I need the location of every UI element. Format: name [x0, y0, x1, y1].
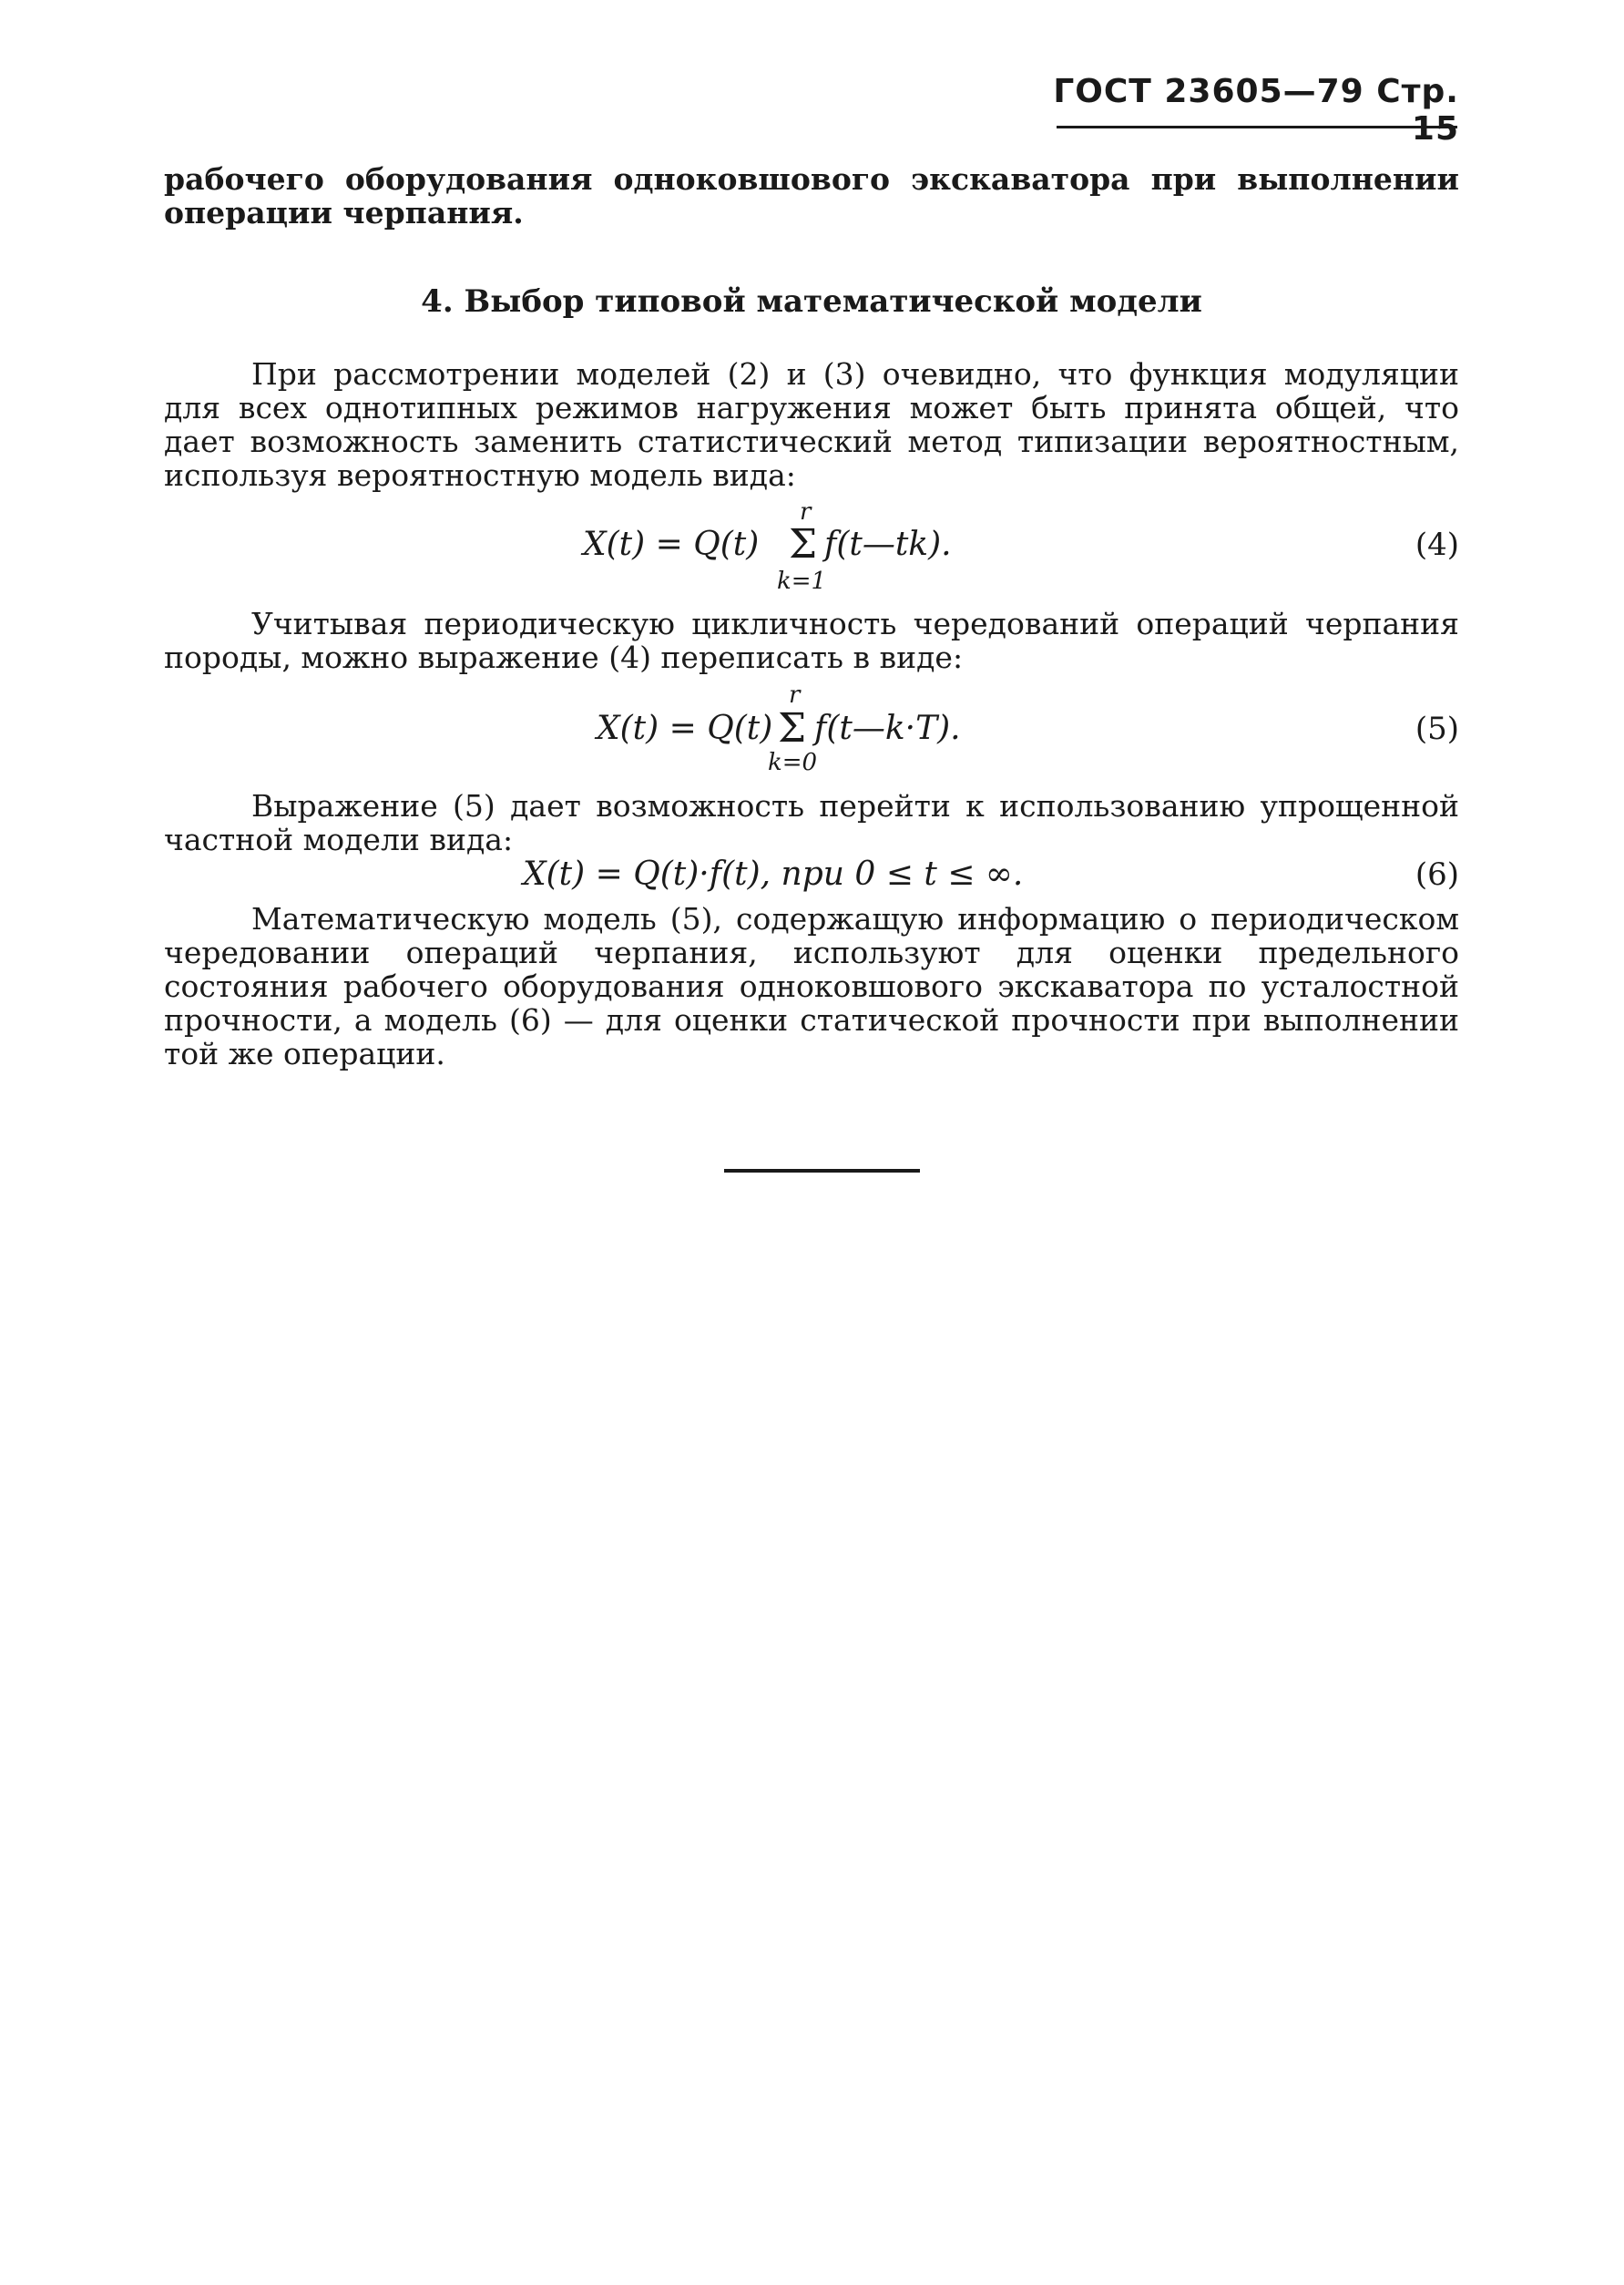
header-rule [1057, 126, 1457, 128]
eq4-upper-limit: r [800, 498, 812, 526]
eq4-lower-limit: k=1 [777, 568, 827, 595]
eq6-expression: X(t) = Q(t)·f(t), при 0 ≤ t ≤ ∞. [523, 856, 1024, 893]
paragraph-1: При рассмотрении моделей (2) и (3) очевидно, что функция модуляции для всех однотипных режимов нагружения может быть принята общей, что дает возможность заменить статистический метод типизации вероятностным, используя вероятностную модель вида: [164, 356, 1459, 493]
paragraph-2: Учитывая периодическую цикличность чередований операций черпания породы, можно выражение (4) переписать в виде: [164, 606, 1459, 675]
eq4-lhs: X(t) = Q(t) [583, 526, 760, 563]
intro-text: рабочего оборудования одноковшового экскаватора при выполнении операции черпания. [164, 161, 1459, 231]
section-title: 4. Выбор типовой математической модели [421, 283, 1202, 320]
eq4-number: (4) [1415, 527, 1459, 563]
eq5-number: (5) [1415, 711, 1459, 747]
eq5-lower-limit: k=0 [768, 749, 818, 776]
eq5-sigma: Σ [778, 705, 807, 752]
paragraph-4: Математическую модель (5), содержащую информацию о периодическом чередовании операций черпания, используют для оценки предельного состояния рабочего оборудования одноковшового экскаватора по усталостной прочности, а модель (6) — для оценки статической прочности при выполнении той же операции. [164, 901, 1459, 1071]
eq6-number: (6) [1415, 856, 1459, 893]
eq4-rhs: f(t—tk). [824, 526, 952, 563]
eq5-upper-limit: r [789, 681, 801, 709]
paragraph-3: Выражение (5) дает возможность перейти к использованию упрощенной частной модели вида: [164, 788, 1459, 857]
end-rule [724, 1169, 920, 1173]
page-header: ГОСТ 23605—79 Стр. 15 [1053, 73, 1459, 148]
eq5-rhs: f(t—k·T). [814, 710, 961, 747]
eq5-lhs: X(t) = Q(t) [597, 710, 773, 747]
eq4-sigma: Σ [789, 521, 818, 568]
